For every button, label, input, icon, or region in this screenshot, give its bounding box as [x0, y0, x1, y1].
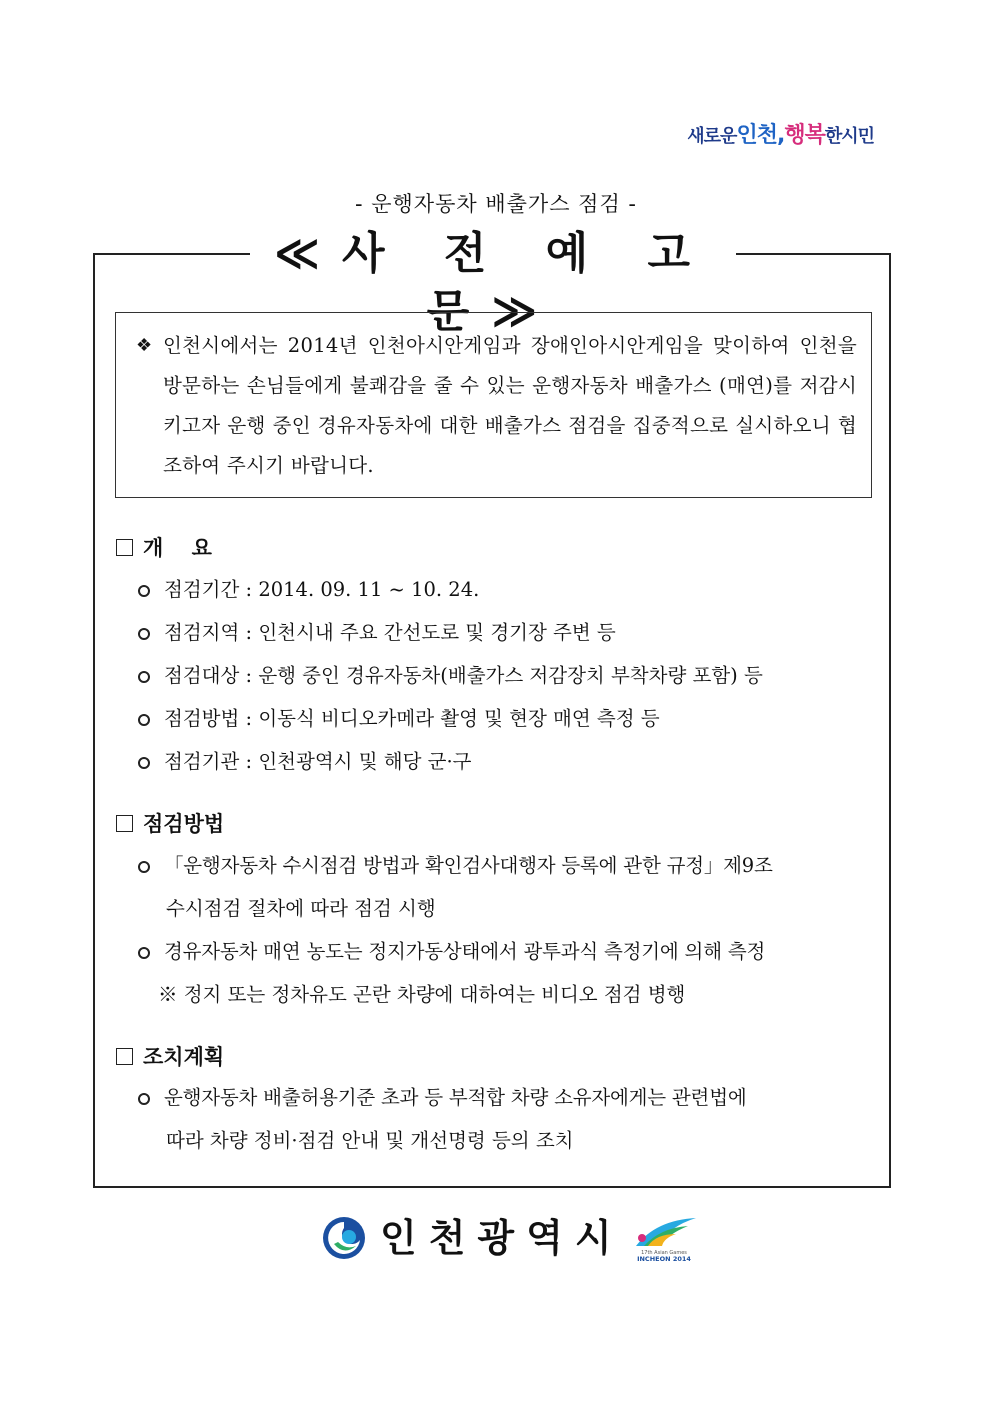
checkbox-square-icon: [116, 539, 133, 556]
checkbox-square-icon: [116, 1048, 133, 1065]
list-item-text: 「운행자동차 수시점검 방법과 확인검사대행자 등록에 관한 규정」제9조: [164, 854, 773, 877]
section-heading-action: [116, 1041, 224, 1071]
slogan-part-2: 인천,: [736, 123, 785, 148]
notice-bullet-icon: ❖: [136, 335, 153, 356]
list-item: [138, 705, 660, 733]
list-item: [138, 748, 471, 776]
list-item: [138, 662, 763, 690]
list-item-text: 점검기간 : 2014. 09. 11 ~ 10. 24.: [164, 578, 480, 601]
list-item-text: 경유자동차 매연 농도는 정지가동상태에서 광투과식 측정기에 의해 측정: [164, 940, 766, 963]
section-heading-overview: [116, 532, 212, 562]
list-item: [138, 852, 773, 880]
section-heading-label: 조치계획: [143, 1045, 225, 1069]
list-item: [138, 1084, 746, 1112]
circle-bullet-icon: [138, 1093, 150, 1105]
asian-games-logo-icon: [626, 1216, 702, 1264]
list-item-continuation: 따라 차량 정비·점검 안내 및 개선명령 등의 조치: [166, 1129, 574, 1152]
games-logo-line2: INCHEON 2014: [637, 1255, 691, 1263]
main-title: ≪사 전 예 고 문≫: [250, 225, 736, 283]
circle-bullet-icon: [138, 861, 150, 873]
slogan-part-1: 새로운: [687, 126, 737, 147]
slogan-part-3: 행복: [784, 123, 825, 148]
list-item-text: 운행자동차 배출허용기준 초과 등 부적합 차량 소유자에게는 관련법에: [164, 1086, 747, 1109]
list-item-text: 점검지역 : 인천시내 주요 간선도로 및 경기장 주변 등: [164, 621, 616, 644]
section-heading-label: 점검방법: [143, 812, 225, 836]
games-logo-line1: 17th Asian Games: [641, 1250, 687, 1256]
list-item-continuation: 수시점검 절차에 따라 점검 시행: [166, 897, 436, 920]
list-item-text: 점검방법 : 이동식 비디오카메라 촬영 및 현장 매연 측정 등: [164, 707, 660, 730]
circle-bullet-icon: [138, 947, 150, 959]
subtitle: - 운행자동차 배출가스 점검 -: [354, 192, 637, 216]
slogan-part-4: 한시민: [824, 126, 874, 147]
list-item-text: 점검대상 : 운행 중인 경유자동차(배출가스 저감장치 부착차량 포함) 등: [164, 664, 763, 687]
slogan: [687, 118, 874, 149]
incheon-city-logo-icon: [322, 1216, 366, 1260]
circle-bullet-icon: [138, 671, 150, 683]
footer-city-name: 인천광역시: [380, 1216, 624, 1260]
section-heading-label: 개 요: [143, 536, 212, 560]
list-item: [138, 619, 616, 647]
list-item: [138, 938, 765, 966]
section-heading-method: [116, 808, 224, 838]
notice-text: 인천시에서는 2014년 인천아시안게임과 장애인아시안게임을 맞이하여 인천을 방문하는 손님들에게 불쾌감을 줄 수 있는 운행자동차 배출가스 (매연)를 저감시키고자 운행 중인 경유자동차에 대한 배출가스 점검을 집중적으로 실시하오니 협조하여 주시기 바랍니다.: [163, 334, 857, 477]
circle-bullet-icon: [138, 585, 150, 597]
list-item: [138, 576, 479, 604]
list-item-text: 점검기관 : 인천광역시 및 해당 군·구: [164, 750, 472, 773]
circle-bullet-icon: [138, 714, 150, 726]
checkbox-square-icon: [116, 815, 133, 832]
circle-bullet-icon: [138, 628, 150, 640]
method-note: ※ 정지 또는 정차유도 곤란 차량에 대하여는 비디오 점검 병행: [158, 983, 686, 1006]
circle-bullet-icon: [138, 757, 150, 769]
